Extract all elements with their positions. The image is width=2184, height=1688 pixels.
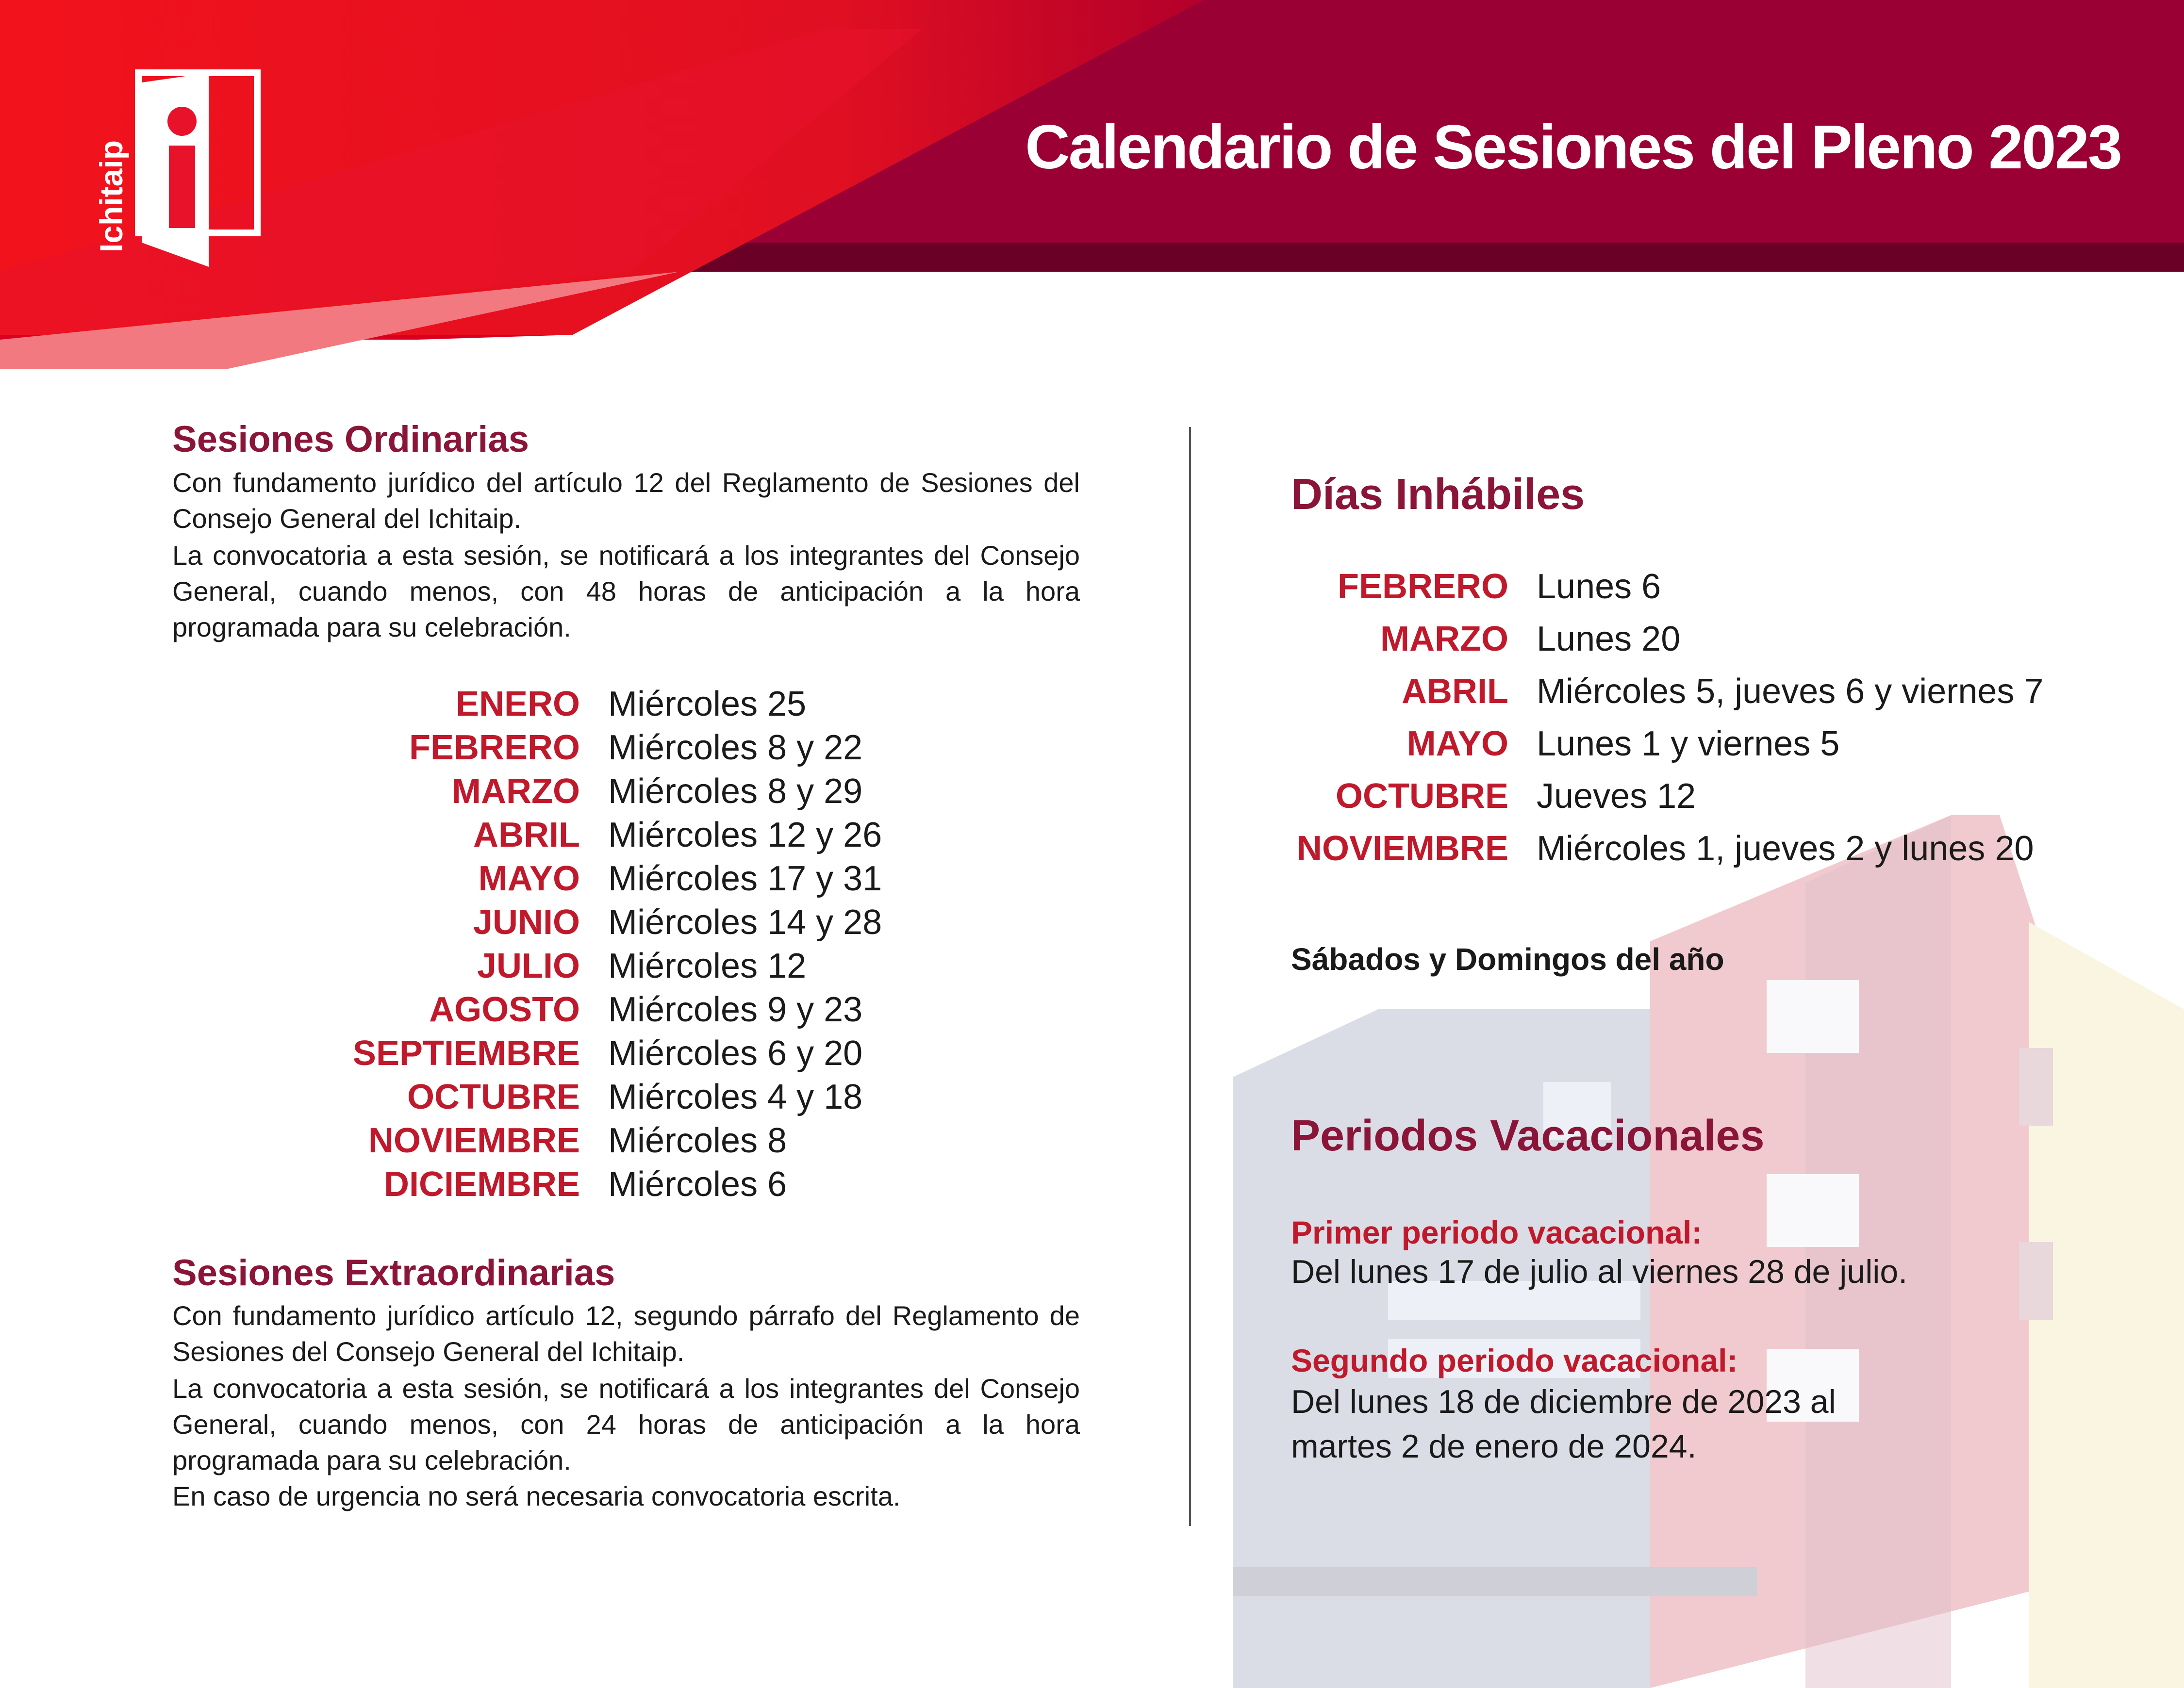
session-date: Miércoles 14 y 28: [608, 903, 882, 942]
table-row: [0, 1033, 862, 1073]
second-period-text-line-1: Del lunes 18 de diciembre de 2023 al: [1291, 1383, 1836, 1420]
table-row: [0, 1077, 862, 1117]
session-date: Miércoles 9 y 23: [608, 990, 863, 1029]
month-label: OCTUBRE: [407, 1078, 580, 1116]
table-row: [0, 672, 2043, 711]
holiday-date: Miércoles 5, jueves 6 y viernes 7: [1537, 672, 2044, 711]
logo-text: Ichitaip: [93, 140, 129, 252]
weekends-note: Sábados y Domingos del año: [1291, 942, 1724, 977]
month-label: JUNIO: [473, 903, 580, 942]
month-label: MARZO: [452, 772, 580, 811]
table-row: [0, 776, 1696, 816]
holiday-date: Miércoles 1, jueves 2 y lunes 20: [1537, 829, 2034, 868]
session-date: Miércoles 6 y 20: [608, 1034, 863, 1073]
month-label: NOVIEMBRE: [1296, 829, 1508, 868]
month-label: FEBRERO: [1337, 567, 1508, 606]
ordinarias-paragraph-1: Con fundamento jurídico del artículo 12 del Reglamento de Sesiones del Consejo General del Ichitaip.: [172, 467, 1080, 534]
session-date: Miércoles 12: [608, 947, 807, 985]
extraordinarias-paragraph-1: Con fundamento jurídico artículo 12, segundo párrafo del Reglamento de Sesiones del Consejo General del Ichitaip.: [172, 1300, 1080, 1367]
month-label: SEPTIEMBRE: [352, 1034, 580, 1073]
month-label: MAYO: [478, 859, 580, 898]
month-label: ABRIL: [473, 816, 580, 854]
month-label: MARZO: [1380, 620, 1508, 658]
month-label: OCTUBRE: [1336, 777, 1508, 816]
month-label: FEBRERO: [409, 728, 580, 767]
month-label: MAYO: [1406, 724, 1508, 763]
header-banner: [0, 0, 2184, 369]
extraordinarias-title: Sesiones Extraordinarias: [172, 1252, 615, 1294]
session-date: Miércoles 17 y 31: [608, 859, 882, 898]
extraordinarias-paragraph-3: En caso de urgencia no será necesaria convocatoria escrita.: [172, 1481, 901, 1511]
holiday-date: Lunes 1 y viernes 5: [1537, 724, 1840, 763]
table-row: [0, 724, 1839, 764]
month-label: AGOSTO: [429, 990, 580, 1029]
table-row: [0, 619, 1680, 659]
inhabiles-title: Días Inhábiles: [1291, 470, 1585, 519]
table-row: [0, 946, 806, 986]
table-row: [0, 1164, 787, 1204]
session-date: Miércoles 25: [608, 685, 807, 723]
month-label: JULIO: [477, 947, 580, 985]
session-date: Miércoles 8: [608, 1121, 787, 1160]
session-date: Miércoles 12 y 26: [608, 816, 882, 854]
first-period-label: Primer periodo vacacional:: [1291, 1214, 1703, 1250]
month-label: DICIEMBRE: [383, 1165, 580, 1204]
second-period-text-line-2: martes 2 de enero de 2024.: [1291, 1428, 1697, 1465]
holiday-date: Jueves 12: [1537, 777, 1696, 816]
session-date: Miércoles 8 y 22: [608, 728, 863, 767]
ordinarias-paragraph-2: La convocatoria a esta sesión, se notificará a los integrantes del Consejo General, cuando menos, con 48 horas de anticipación a la hora programada para su celebración.: [172, 540, 1080, 642]
table-row: [0, 567, 1661, 606]
extraordinarias-paragraph-2: La convocatoria a esta sesión, se notificará a los integrantes del Consejo General, cuando menos, con 24 horas de anticipación a la hora programada para su celebración.: [172, 1373, 1080, 1475]
month-label: ABRIL: [1402, 672, 1508, 711]
session-date: Miércoles 4 y 18: [608, 1078, 863, 1116]
vacaciones-title: Periodos Vacacionales: [1291, 1112, 1765, 1160]
holiday-date: Lunes 6: [1537, 567, 1661, 606]
ordinarias-title: Sesiones Ordinarias: [172, 419, 529, 460]
session-date: Miércoles 8 y 29: [608, 772, 863, 811]
month-label: ENERO: [455, 685, 580, 723]
ichitaip-logo: [92, 68, 267, 267]
inhabiles-table: [0, 567, 2135, 877]
table-row: [0, 902, 882, 942]
holiday-date: Lunes 20: [1537, 620, 1681, 658]
session-date: Miércoles 6: [608, 1165, 787, 1204]
second-period-label: Segundo periodo vacacional:: [1291, 1343, 1738, 1378]
first-period-text: Del lunes 17 de julio al viernes 28 de julio.: [1291, 1253, 1908, 1290]
page-title: Calendario de Sesiones del Pleno 2023: [1025, 113, 2121, 182]
month-label: NOVIEMBRE: [368, 1121, 580, 1160]
table-row: [0, 1121, 787, 1161]
table-row: [0, 829, 2034, 869]
table-row: [0, 990, 862, 1030]
